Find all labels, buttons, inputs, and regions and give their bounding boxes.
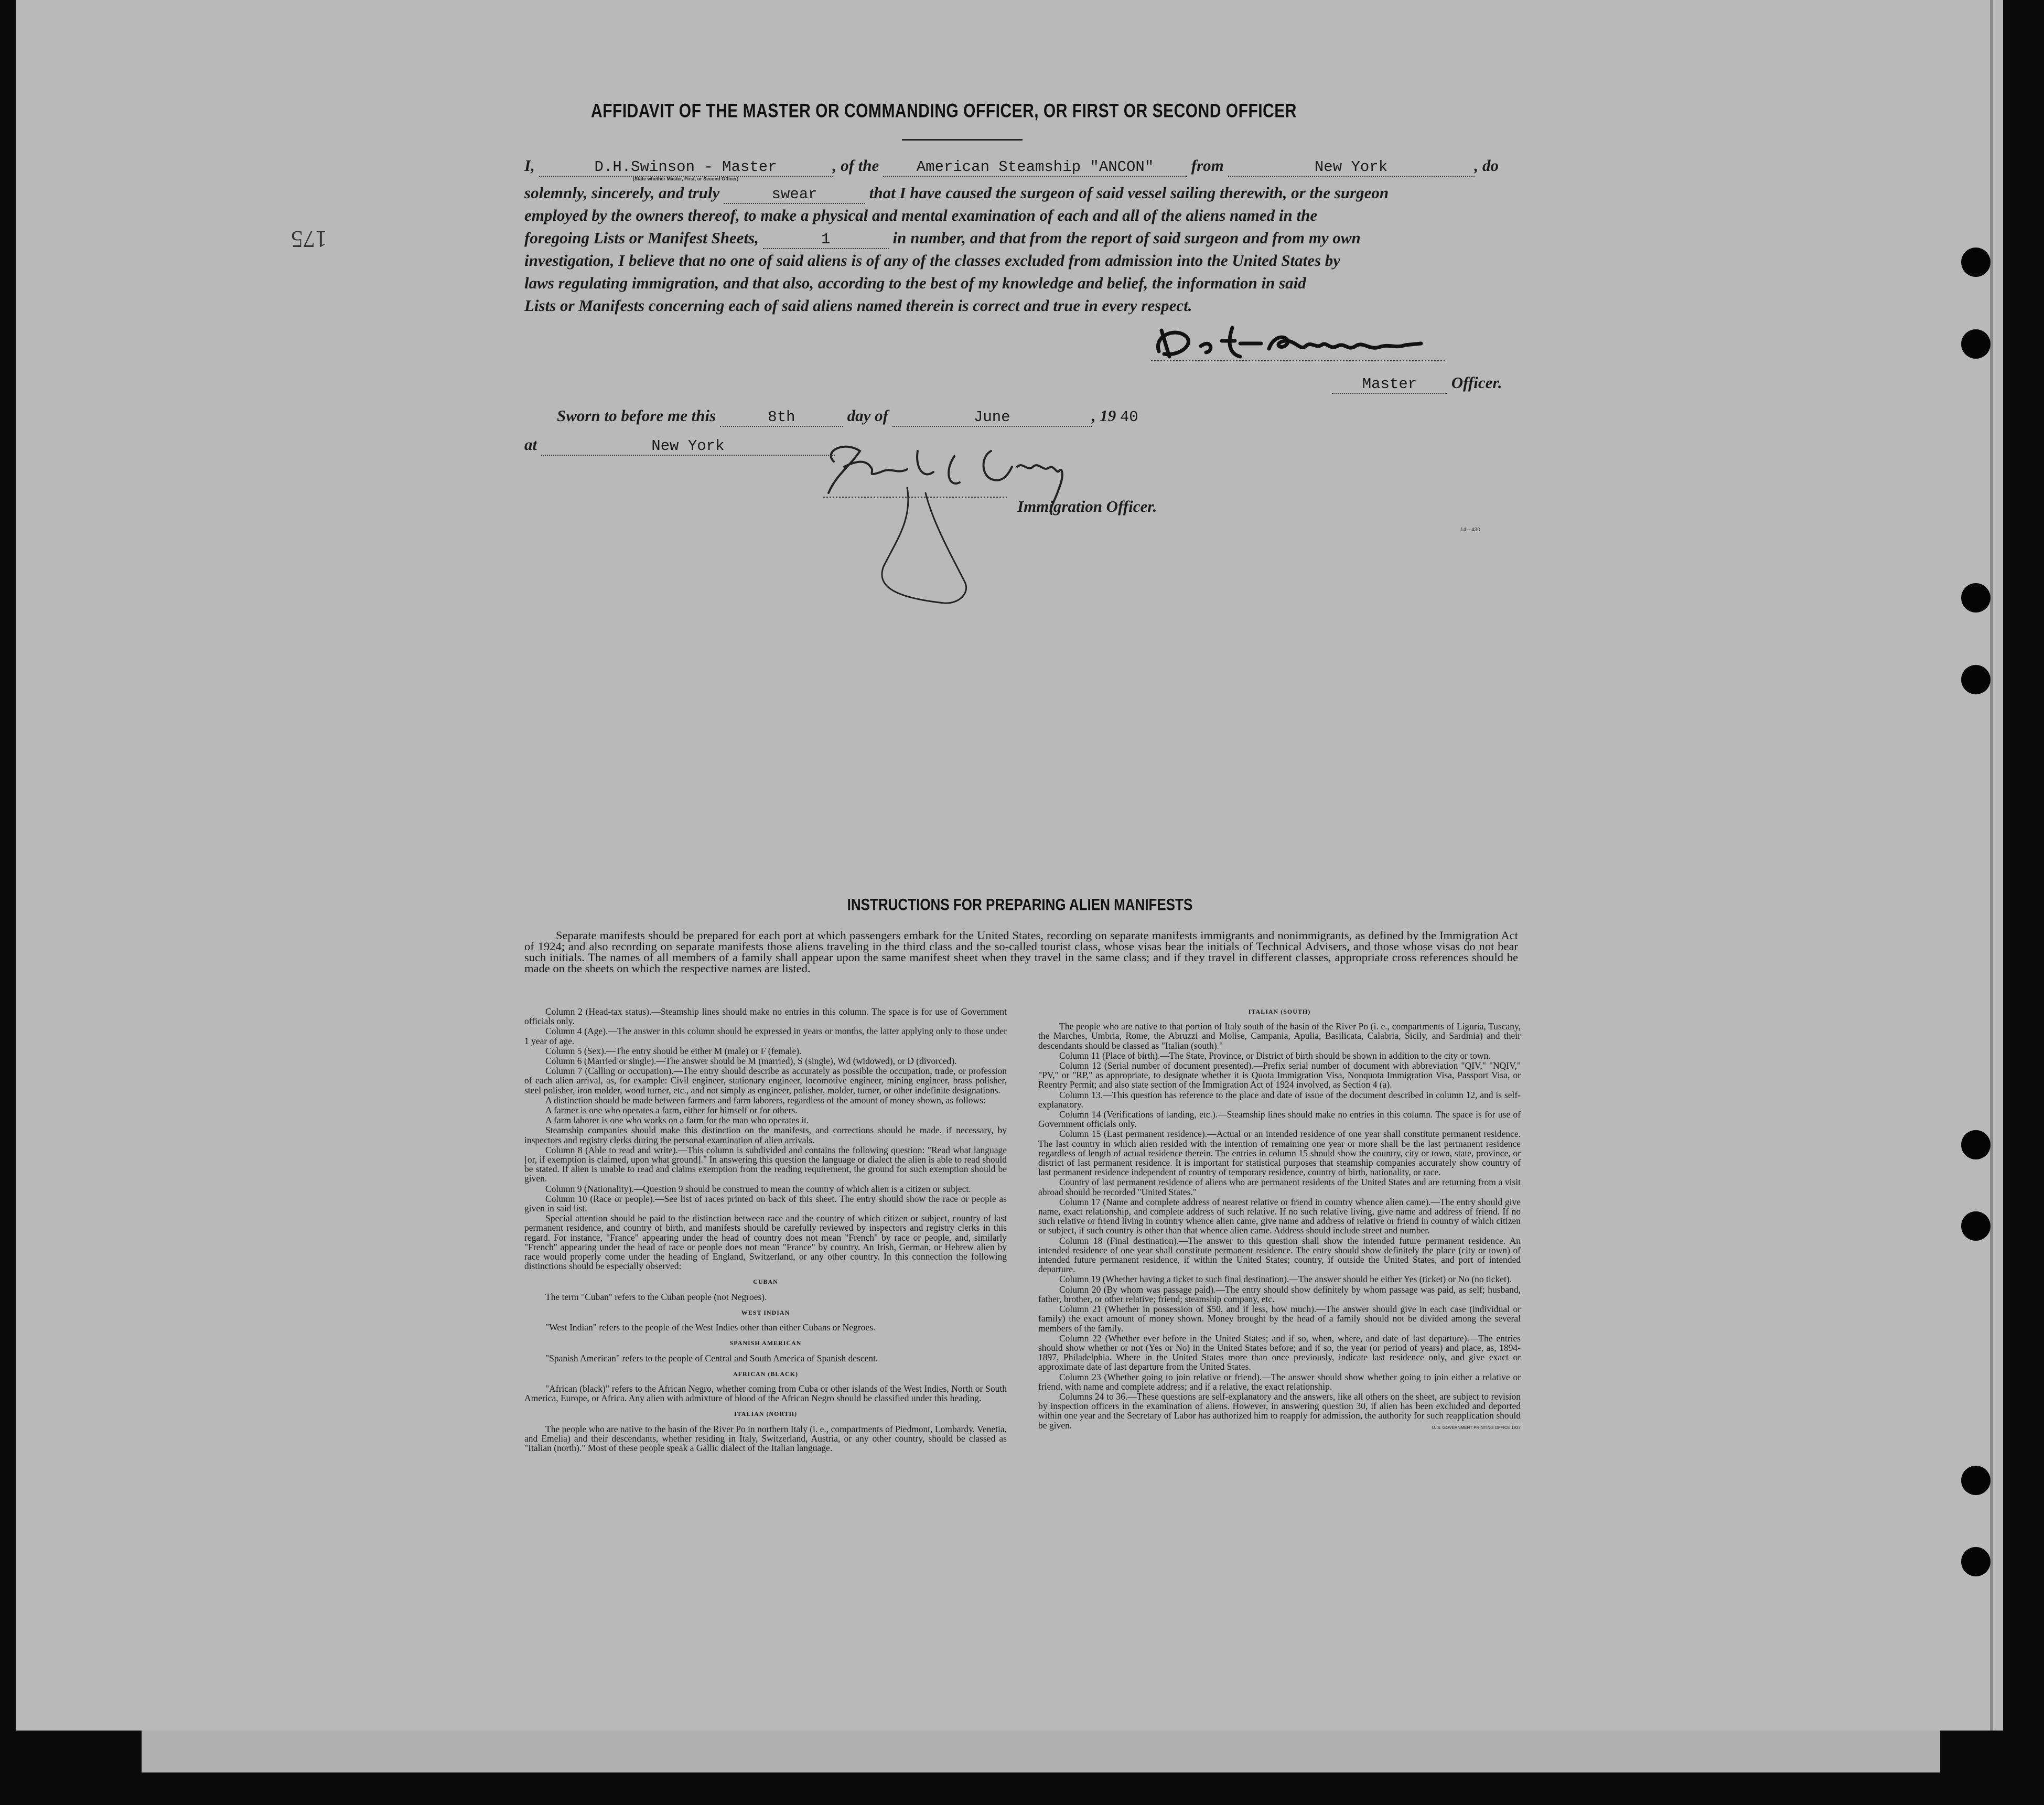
text-in-number: in number, and that from the report of said surgeon and from my own bbox=[892, 229, 1361, 247]
affidavit-title: AFFIDAVIT OF THE MASTER OR COMMANDING OFFICER, OR FIRST OR SECOND OFFICER bbox=[591, 100, 1297, 122]
instruction-paragraph: Column 15 (Last permanent residence).—Actual or an intended residence of one year shall constitute permanent residence. The last country in which alien resided with the intention of remaining one year or more shall be the last permanent residence regardless of length of actual residence therein. The entries in column 15 should show the country, city or town, state, province, or district of last permanent residence. It is important for statistical purposes that steamship companies accurately show country of last permanent residence independent of country of temporary residence, country of birth, nationality, or race. bbox=[1038, 1129, 1521, 1178]
instruction-paragraph: Column 5 (Sex).—The entry should be either M (male) or F (female). bbox=[545, 1045, 802, 1056]
binder-hole-4 bbox=[1961, 665, 1991, 694]
month-field: June bbox=[892, 409, 1092, 427]
binder-hole-8 bbox=[1961, 1547, 1991, 1576]
instruction-paragraph: Column 17 (Name and complete address of nearest relative or friend in country whence alien came).—The entry should give name, exact relationship, and complete address of such relative. If no such relative living, give name and address of friend. If no such relative or friend living in country whence alien came, give name and address of relative or friend in country of which citizen or subject, if such country is other than that whence alien came. Address should include street and number. bbox=[1038, 1196, 1521, 1236]
text-do: , do bbox=[1474, 156, 1499, 175]
oath-field: swear bbox=[724, 186, 865, 204]
binder-hole-6 bbox=[1961, 1211, 1991, 1241]
section-heading-west-indian: WEST INDIAN bbox=[741, 1308, 790, 1316]
text-foregoing: foregoing Lists or Manifest Sheets, bbox=[524, 229, 759, 247]
text-sworn: Sworn to before me this bbox=[557, 406, 716, 425]
section-heading-cuban: CUBAN bbox=[753, 1278, 778, 1286]
text-nineteen: , 19 bbox=[1091, 406, 1116, 425]
page-fold-line bbox=[1990, 0, 1993, 1731]
form-number: 14—430 bbox=[1460, 527, 1480, 533]
instruction-paragraph: Column 13.—This question has reference to the place and date of issue of the document described in column 12, and is self-explanatory. bbox=[1038, 1089, 1521, 1110]
section-text-west-indian: "West Indian" refers to the people of the West Indies other than either Cubans or Negroes. bbox=[545, 1322, 876, 1333]
instruction-paragraph: Column 23 (Whether going to join relative or friend).—The answer should show whether going to join either a relative or friend, with name and complete address; and if a relative, the exact relationship. bbox=[1038, 1371, 1521, 1392]
officer-rank-line bbox=[1332, 373, 1521, 394]
instruction-paragraph: Column 12 (Serial number of document presented).—Prefix serial number of document with abbreviation "QIV," "NQIV," "PV," or "RP," as appropriate, to designate whether it is Quota Immigration Visa, Nonquota Immigration Visa, Passport Visa, or Reentry Permit; and also state section of the Immigration Act of 1924 involved, as Section 4 (a). bbox=[1038, 1060, 1521, 1090]
text-from: from bbox=[1191, 156, 1224, 175]
instruction-paragraph: Special attention should be paid to the distinction between race and the country of which citizen or subject, country of last permanent residence, and country of birth, and manifests should be carefully reviewed by inspectors and registry clerks in this regard. For instance, "France" appearing under the head of country does not mean "French" by race or people, and, similarly "French" appearing under the head of race or people does not mean "France" by country. An Irish, German, or Hebrew alien by race would properly come under the heading of England, Switzerland, or any other country. In this connection the following distinctions should be especially observed: bbox=[524, 1213, 1007, 1272]
instruction-paragraph: The people who are native to that portion of Italy south of the basin of the River Po (i. e., compartments of Liguria, Tuscany, the Marches, Umbria, Rome, the Abruzzi and Molise, Campania, Apulia, Basilicata, Calabria, Sicily, and Sardinia) and their descendants should be classed as "Italian (south)." bbox=[1038, 1021, 1521, 1051]
section-text-italian-north: The people who are native to the basin of the River Po in northern Italy (i. e., compartments of Piedmont, Lombardy, Venetia, and Emelia) and their descendants, whether residing in Italy, Switzerland, Austria, or any other country, should be classed as "Italian (north)." Most of these people speak a Gallic dialect of the Italian language. bbox=[524, 1423, 1007, 1453]
instruction-paragraph: Column 19 (Whether having a ticket to such final destination).—The answer should be either Yes (ticket) or No (no ticket). bbox=[1059, 1274, 1512, 1285]
page-bottom-edge bbox=[142, 1731, 1940, 1772]
place-field: New York bbox=[541, 437, 835, 456]
instruction-paragraph: Column 10 (Race or people).—See list of races printed on back of this sheet. The entry should show the race or people as given in said list. bbox=[524, 1193, 1007, 1214]
instruction-paragraph: Column 2 (Head-tax status).—Steamship lines should make no entries in this column. The space is for use of Government officials only. bbox=[524, 1006, 1007, 1027]
instructions-intro bbox=[524, 930, 1518, 974]
master-signature bbox=[1148, 320, 1453, 367]
instructions-left-column bbox=[524, 1007, 1007, 1453]
day-field: 8th bbox=[720, 409, 843, 427]
section-text-african: "African (black)" refers to the African Negro, whether coming from Cuba or other islands of the West Indies, North or South America, Europe, or Africa. Any alien with admixture of blood of the African Negro should be classified under this heading. bbox=[524, 1383, 1007, 1404]
binder-hole-7 bbox=[1961, 1466, 1991, 1495]
text-day-of: day of bbox=[847, 406, 888, 425]
instruction-paragraph: Column 22 (Whether ever before in the United States; and if so, when, where, and date of last departure).—The entries should show whether or not (Yes or No) in the United States before; and if so, the year (or period of years) and place, as, 1894-1897, Philadelphia. Where in the United States more than once previously, indicate last residence only, and give exact or approximate date of last departure from the United States. bbox=[1038, 1333, 1521, 1372]
text-solemnly: solemnly, sincerely, and truly bbox=[524, 184, 720, 202]
title-divider bbox=[902, 139, 1023, 141]
officer-name-note: (State whether Master, First, or Second Officer) bbox=[633, 176, 739, 181]
instruction-paragraph: A farmer is one who operates a farm, either for himself or for others. bbox=[545, 1105, 798, 1116]
binder-hole-3 bbox=[1961, 583, 1991, 613]
affidavit-line-5: investigation, I believe that no one of said aliens is of any of the classes excluded from admission into the United States by bbox=[524, 251, 1341, 270]
officer-label: Officer. bbox=[1451, 373, 1502, 392]
port-field: New York bbox=[1228, 158, 1475, 177]
year-field: 40 bbox=[1120, 409, 1138, 426]
immigration-officer-signature bbox=[813, 435, 1127, 614]
instruction-paragraph: Column 18 (Final destination).—The answer to this question shall show the intended future permanent residence. An intended residence of one year shall constitute permanent residence. The entry should show definitely the place (city or town) of intended future permanent residence, if within the United States; country, if outside the United States, and port of intended departure. bbox=[1038, 1235, 1521, 1275]
immigration-officer-label: Immigration Officer. bbox=[1017, 497, 1157, 515]
affidavit-line-1 bbox=[524, 156, 1521, 181]
printing-office-note: U. S. GOVERNMENT PRINTING OFFICE 1937 bbox=[1432, 1425, 1521, 1430]
sworn-line bbox=[557, 406, 1553, 427]
intro-text: Separate manifests should be prepared for each port at which passengers embark for the United States, recording on separate manifests immigrants and nonimmigrants, as defined by the Immigration Act of 1924; and also recording on separate manifests those aliens traveling in the third class and the so-called tourist class, whose visas bear the initials of Technical Advisers, and those whose visas do not bear such initials. The names of all members of a family shall appear upon the same manifest sheet when they travel in the same class; and if they travel in different classes, appropriate cross references should be made on the sheets on which the respective names are listed. bbox=[524, 929, 1518, 975]
affidavit-line-7: Lists or Manifests concerning each of said aliens named therein is correct and true in every respect. bbox=[524, 296, 1192, 315]
instructions-right-column bbox=[1038, 1007, 1521, 1433]
instruction-paragraph: Column 7 (Calling or occupation).—The entry should describe as accurately as possible the occupation, trade, or profession of each alien arrival, as, for example: Civil engineer, stationary engineer, locomotive engineer, mining engineer, brass polisher, steel polisher, iron molder, wood turner, etc., and not simply as engineer, polisher, molder, turner, or other indefinite designations. bbox=[524, 1066, 1007, 1095]
affidavit-line-3: employed by the owners thereof, to make a physical and mental examination of each and all of the aliens named in the bbox=[524, 206, 1318, 224]
instruction-paragraph: Column 8 (Able to read and write).—This column is subdivided and contains the following question: "Read what language [or, if exemption is claimed, upon what ground]." In answering this question the language or dialect the alien is able to read should be stated. If alien is unable to read and claims exemption from the reading requirement, the ground for such exemption should be given. bbox=[524, 1144, 1007, 1184]
text-i: I, bbox=[524, 156, 535, 175]
affidavit-line-2 bbox=[524, 184, 1521, 204]
affidavit-line-4 bbox=[524, 229, 1521, 249]
instruction-paragraph: Columns 24 to 36.—These questions are self-explanatory and the answers, like all others on the sheet, are subject to revision by inspection officers in the examination of aliens. However, in answering question 30, if alien has been excluded and deported within one year and the Secretary of Labor has authorized him to reapply for admission, the authority for such reapplication should be given. bbox=[1038, 1391, 1521, 1431]
instruction-paragraph: Column 11 (Place of birth).—The State, Province, or District of birth should be shown in addition to the city or town. bbox=[1059, 1050, 1491, 1061]
instruction-paragraph: A farm laborer is one who works on a farm for the man who operates it. bbox=[545, 1115, 809, 1126]
binder-hole-5 bbox=[1961, 1130, 1991, 1159]
instruction-paragraph: Column 20 (By whom was passage paid).—The entry should show definitely by whom passage was paid, as self; husband, father, brother, or other relative; friend; steamship company, etc. bbox=[1038, 1284, 1521, 1304]
instruction-paragraph: Column 14 (Verifications of landing, etc.).—Steamship lines should make no entries in this column. The space is for use of Government officials only. bbox=[1038, 1109, 1521, 1130]
officer-rank-field: Master bbox=[1332, 375, 1447, 394]
sheets-count-field: 1 bbox=[763, 231, 889, 249]
instruction-paragraph: A distinction should be made between farmers and farm laborers, regardless of the amount of money shown, as follows: bbox=[545, 1094, 986, 1105]
section-heading-african: AFRICAN (BLACK) bbox=[733, 1370, 798, 1378]
section-text-cuban: The term "Cuban" refers to the Cuban people (not Negroes). bbox=[545, 1291, 767, 1302]
instruction-paragraph: Column 21 (Whether in possession of $50, and if less, how much).—The answer should give in each case (individual or family) the exact amount of money shown. Money brought by the head of a family should not be divided among the several members of the family. bbox=[1038, 1304, 1521, 1334]
instruction-paragraph: Column 4 (Age).—The answer in this column should be expressed in years or months, the latter applying only to those under 1 year of age. bbox=[524, 1026, 1007, 1046]
instructions-title: INSTRUCTIONS FOR PREPARING ALIEN MANIFESTS bbox=[847, 895, 1193, 914]
text-surgeon: that I have caused the surgeon of said vessel sailing therewith, or the surgeon bbox=[869, 184, 1389, 202]
affidavit-line-6: laws regulating immigration, and that also, according to the best of my knowledge and belief, the information in said bbox=[524, 274, 1306, 292]
binder-hole-2 bbox=[1961, 329, 1991, 359]
instruction-paragraph: Column 9 (Nationality).—Question 9 should be construed to mean the country of which alien is a citizen or subject. bbox=[545, 1183, 971, 1194]
officer-name-field bbox=[539, 158, 833, 181]
text-of-the: , of the bbox=[832, 156, 879, 175]
section-heading-italian-north: ITALIAN (NORTH) bbox=[734, 1410, 798, 1418]
instruction-paragraph: Country of last permanent residence of aliens who are permanent residents of the United States and are returning from a visit abroad should be recorded "United States." bbox=[1038, 1177, 1521, 1197]
instruction-paragraph: Steamship companies should make this distinction on the manifests, and corrections should be made, if necessary, by inspectors and registry clerks during the personal examination of alien arrivals. bbox=[524, 1125, 1007, 1145]
section-heading-spanish-american: SPANISH AMERICAN bbox=[729, 1339, 802, 1347]
stray-page-number: 175 bbox=[291, 226, 327, 253]
ship-field: American Steamship "ANCON" bbox=[883, 158, 1187, 177]
section-text-spanish-american: "Spanish American" refers to the people of Central and South America of Spanish descent. bbox=[545, 1352, 878, 1363]
text-at: at bbox=[524, 435, 537, 454]
section-heading-italian-south: ITALIAN (SOUTH) bbox=[1248, 1008, 1311, 1015]
instruction-paragraph: Column 6 (Married or single).—The answer should be M (married), S (single), Wd (widowed), or D (divorced). bbox=[545, 1056, 957, 1067]
officer-name-value: D.H.Swinson - Master bbox=[594, 158, 777, 176]
binder-hole-1 bbox=[1961, 248, 1991, 277]
